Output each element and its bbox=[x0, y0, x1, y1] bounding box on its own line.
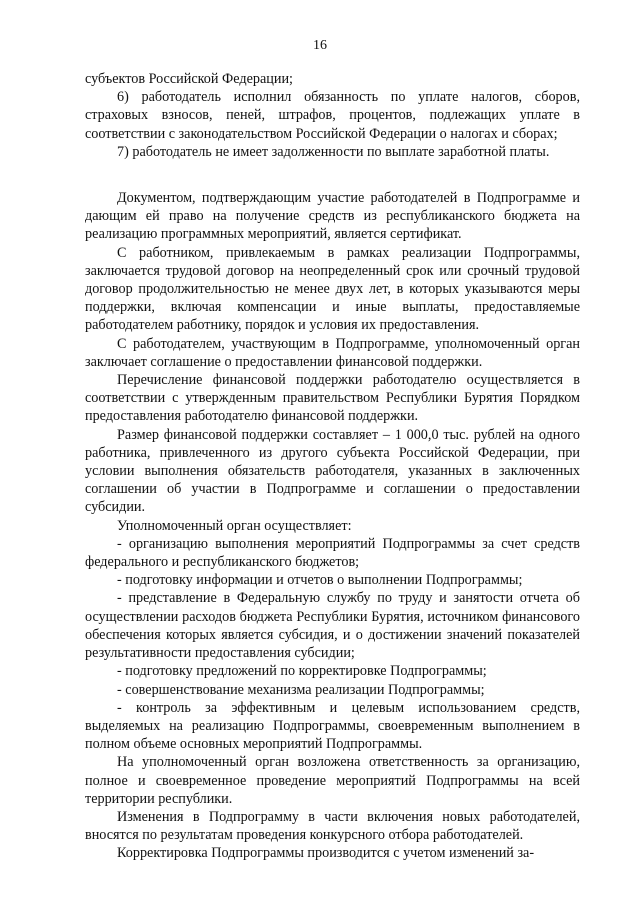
paragraph: Уполномоченный орган осуществляет: bbox=[117, 517, 352, 534]
paragraph: Изменения в Подпрограмму в части включения новых работодателей, вносятся по результатам проведения конкурсного отбора работодателей. bbox=[85, 808, 580, 844]
list-item: - представление в Федеральную службу по труду и занятости отчета об осуществлении расходов бюджета Республики Бурятия, источником финансового обеспечения которых является субсидия, и о достижении значений показателей результативности предоставления субсидии; bbox=[85, 590, 580, 662]
paragraph: Документом, подтверждающим участие работодателей в Подпрограмме и дающим ей право на получение средств из республиканского бюджета на реализацию программных мероприятий, является сертификат. bbox=[85, 190, 580, 243]
section-gap bbox=[85, 161, 580, 189]
paragraph: субъектов Российской Федерации; bbox=[85, 71, 293, 87]
paragraph: С работником, привлекаемым в рамках реализации Подпрограммы, заключается трудовой договор на неопределенный срок или срочный трудовой договор продолжительностью не менее двух лет, в которых указываются меры поддержки, включая компенсации и иные выплаты, предоставляемые работодателем работнику, порядок и условия их предоставления. bbox=[85, 244, 580, 334]
list-item: - подготовку предложений по корректировке Подпрограммы; bbox=[117, 663, 487, 680]
list-item: - контроль за эффективным и целевым использованием средств, выделяемых на реализацию Подпрограммы, своевременным выполнением в полном объеме основных мероприятий Подпрограммы. bbox=[85, 699, 580, 753]
list-item: - организацию выполнения мероприятий Подпрограммы за счет средств федерального и республиканского бюджетов; bbox=[85, 535, 580, 571]
paragraph: С работодателем, участвующим в Подпрограмме, уполномоченный орган заключает соглашение о предоставлении финансовой поддержки. bbox=[85, 335, 580, 370]
paragraph: 7) работодатель не имеет задолженности по выплате заработной платы. bbox=[117, 143, 550, 160]
paragraph: 6) работодатель исполнил обязанность по уплате налогов, сборов, страховых взносов, пеней, штрафов, процентов, подлежащих уплате в соответствии с законодательством Российской Федерации о налогах и сборах; bbox=[85, 89, 580, 142]
paragraph: Перечисление финансовой поддержки работодателю осуществляется в соответствии с утвержденным правительством Республики Бурятия Порядком предоставления работодателю финансовой поддержки. bbox=[85, 372, 580, 425]
paragraph: На уполномоченный орган возложена ответственность за организацию, полное и своевременное проведение мероприятий Подпрограммы на всей территории республики. bbox=[85, 754, 580, 807]
document-body bbox=[85, 70, 580, 863]
paragraph: Корректировка Подпрограммы производится с учетом изменений за- bbox=[117, 845, 535, 862]
paragraph: Размер финансовой поддержки составляет – 1 000,0 тыс. рублей на одного работника, привлеченного из другого субъекта Российской Федерации, при условии выполнения обязательств работодателя, указанных в заключенных соглашении об участии в Подпрограмме и соглашении о предоставлении субсидии. bbox=[85, 426, 580, 516]
page-number: 16 bbox=[313, 38, 327, 53]
list-item: - совершенствование механизма реализации Подпрограммы; bbox=[117, 681, 485, 698]
list-item: - подготовку информации и отчетов о выполнении Подпрограммы; bbox=[117, 572, 523, 589]
